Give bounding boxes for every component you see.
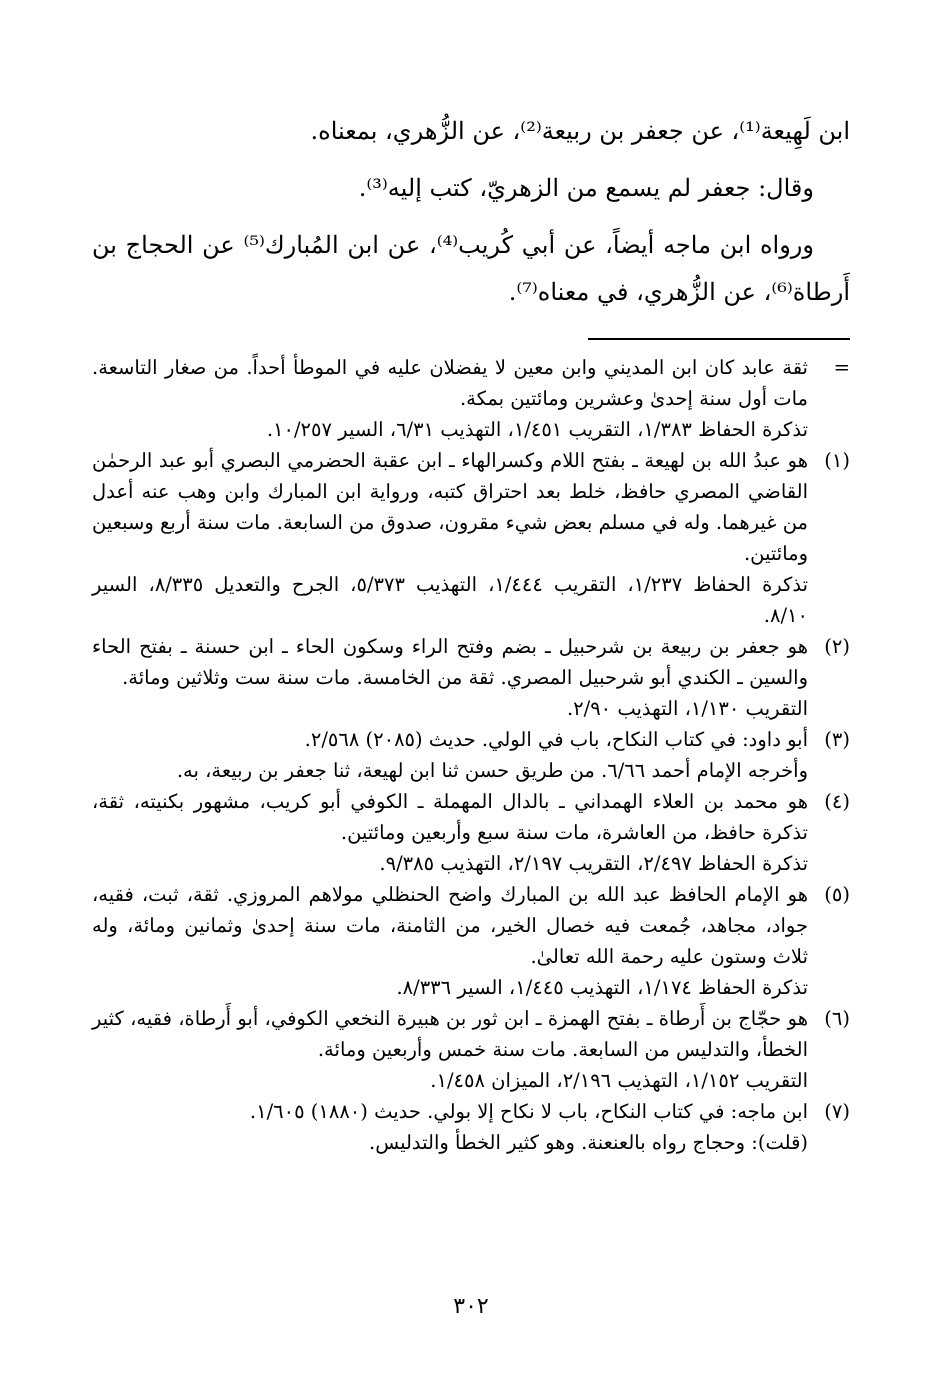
footnote-3 [92,724,850,786]
footnote-reference: التقريب ١/١٥٢، التهذيب ٢/١٩٦، الميزان ١/٤٥٨. [430,1069,808,1092]
footnote-body [92,352,808,445]
footnote-marker: (١) [824,449,850,472]
footnote-separator [588,338,850,340]
page-body [92,108,850,1158]
footnote-text: هو حجّاج بن أَرطاة ـ بفتح الهمزة ـ ابن ثور بن هبيرة النخعي الكوفي، أبو أَرطاة، فقيه، كثير الخطأ، والتدليس من السابعة. مات سنة خمس وأربعين ومائة. [92,1007,808,1061]
footnote-text: هو محمد بن العلاء الهمداني ـ بالدال المهملة ـ الكوفي أبو كريب، مشهور بكنيته، ثقة، تذكرة حافظ، من العاشرة، مات سنة سبع وأربعين ومائتين. [92,790,808,844]
footnote-5 [92,879,850,1003]
footnote-1 [92,445,850,631]
footnote-6 [92,1003,850,1096]
footnote-text: هو جعفر بن ربيعة بن شرحبيل ـ بضم وفتح الراء وسكون الحاء ـ ابن حسنة ـ بفتح الحاء والسين ـ الكندي أبو شرحبيل المصري. ثقة من الخامسة. مات سنة ست وثلاثين ومائة. [92,635,808,689]
footnote-body [92,1003,808,1096]
footnote-7 [92,1096,850,1158]
footnote-marker: (٧) [824,1100,850,1123]
footnote-marker: (٦) [824,1007,850,1030]
footnote-body [92,879,808,1003]
main-paragraph-1: ابن لَهِيعة⁽¹⁾، عن جعفر بن ربيعة⁽²⁾، عن الزُّهري، بمعناه. [310,117,850,145]
footnote-reference: التقريب ١/١٣٠، التهذيب ٢/٩٠. [566,697,808,720]
footnote-comment: (قلت): وحجاج رواه بالعنعنة. وهو كثير الخطأ والتدليس. [369,1131,808,1154]
footnote-body [92,445,808,631]
footnote-text: أبو داود: في كتاب النكاح، باب في الولي. حديث (٢٠٨٥) ٢/٥٦٨. [304,728,808,751]
footnote-text: هو الإمام الحافظ عبد الله بن المبارك واضح الحنظلي مولاهم المروزي. ثقة، ثبت، فقيه، جواد، مجاهد، جُمعت فيه خصال الخير، من الثامنة، مات سنة إحدىٰ وثمانين ومائة، وله ثلاث وستون عليه رحمة الله تعالىٰ. [92,883,808,968]
footnote-marker: (٥) [824,883,850,906]
footnote-marker: (٣) [824,728,850,751]
main-paragraph-2: وقال: جعفر لم يسمع من الزهريّ، كتب إليه⁽³⁾. [358,174,814,202]
footnote-text: هو عبدُ الله بن لهيعة ـ بفتح اللام وكسرالهاء ـ ابن عقبة الحضرمي البصري أبو عبد الرحمٰن القاضي المصري حافظ، خلط بعد احتراق كتبه، ورواية ابن المبارك وابن وهب عنه أعدل من غيرهما. وله في مسلم بعض شيء مقرون، صدوق من السابعة. مات سنة أربع وسبعين ومائتين. [92,449,808,565]
footnote-body [92,786,808,879]
footnote-reference: وأخرجه الإمام أحمد ٦/٦٦. من طريق حسن ثنا ابن لهيعة، ثنا جعفر بن ربيعة، به. [176,759,808,782]
footnote-marker: (٤) [824,790,850,813]
footnote-body [92,1096,808,1158]
footnote-text: ثقة عابد كان ابن المديني وابن معين لا يفضلان عليه في الموطأ أحداً. من صغار التاسعة. مات أول سنة إحدىٰ وعشرين ومائتين بمكة. [92,356,808,410]
footnote-4 [92,786,850,879]
footnote-text: ابن ماجه: في كتاب النكاح، باب لا نكاح إلا بولي. حديث (١٨٨٠) ١/٦٠٥. [249,1100,808,1123]
footnote-reference: تذكرة الحفاظ ١/١٧٤، التهذيب ١/٤٤٥، السير ٨/٣٣٦. [396,976,808,999]
footnote-marker: (٢) [824,635,850,658]
page-number: ٣٠٢ [453,1294,489,1319]
footnote-reference: تذكرة الحفاظ ١/٣٨٣، التقريب ١/٤٥١، التهذيب ٦/٣١، السير ١٠/٢٥٧. [266,418,808,441]
footnote-2 [92,631,850,724]
footnote-reference: تذكرة الحفاظ ١/٢٣٧، التقريب ١/٤٤٤، التهذيب ٥/٣٧٣، الجرح والتعديل ٨/٣٣٥، السير ٨/١٠. [92,573,809,627]
footnote-marker: = [833,356,850,379]
main-paragraph-3: ورواه ابن ماجه أيضاً، عن أبي كُريب⁽⁴⁾، عن ابن المُبارك⁽⁵⁾ عن الحجاج بن أَرطاة⁽⁶⁾، عن الزُّهري، في معناه⁽⁷⁾. [92,231,850,306]
footnotes [92,352,850,1158]
footnote-body [92,631,808,724]
footnote-continued [92,352,850,445]
footnote-reference: تذكرة الحفاظ ٢/٤٩٧، التقريب ٢/١٩٧، التهذيب ٩/٣٨٥. [379,852,808,875]
footnote-body [92,724,808,786]
